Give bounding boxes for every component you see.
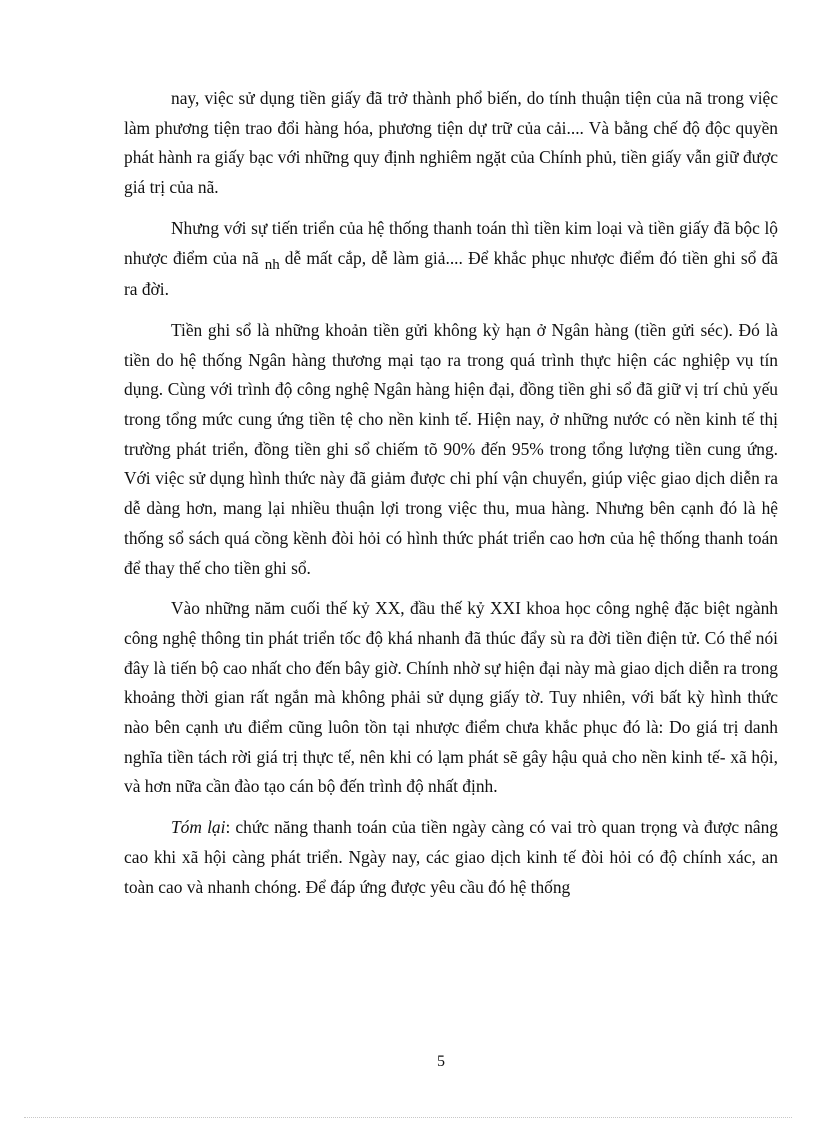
subscript-fragment: nh [264, 256, 280, 273]
document-body [124, 84, 778, 902]
paragraph-payment-evolution [124, 214, 778, 305]
paragraph-text-before-subscript: Nhưng với sự tiến triển của hệ thống thanh toán thì tiền kim loại và tiền giấy đã bộc lộ nhược điểm của nã [124, 217, 778, 268]
paragraph-text: Vào những năm cuối thế kỷ XX, đầu thế kỷ XXI khoa học công nghệ đặc biệt ngành công nghệ thông tin phát triển tốc độ khá nhanh đã thúc đẩy sù ra đời tiền điện tử. Có thể nói đây là tiến bộ cao nhất cho đến bây giờ. Chính nhờ sự hiện đại này mà giao dịch diễn ra trong khoảng thời gian rất ngắn mà không phải sử dụng giấy tờ. Tuy nhiên, với bất kỳ hình thức nào bên cạnh ưu điểm cũng luôn tồn tại nhược điểm chưa khắc phục đó là: Do giá trị danh nghĩa tiền tách rời giá trị thực tế, nên khi có lạm phát sẽ gây hậu quả cho nền kinh tế- xã hội, và hơn nữa cần đào tạo cán bộ đến trình độ nhất định. [124, 598, 778, 797]
paragraph-text: nay, việc sử dụng tiền giấy đã trở thành phổ biến, do tính thuận tiện của nã trong việc làm phương tiện trao đổi hàng hóa, phương tiện dự trữ của cải.... Và bằng chế độ độc quyền phát hành ra giấy bạc với những quy định nghiêm ngặt của Chính phủ, tiền giấy vẫn giữ được giá trị của nã. [124, 88, 778, 198]
paragraph-summary [124, 813, 778, 902]
page-number: 5 [437, 1053, 445, 1070]
paragraph-text: Tiền ghi sổ là những khoản tiền gửi không kỳ hạn ở Ngân hàng (tiền gửi séc). Đó là tiền do hệ thống Ngân hàng thương mại tạo ra trong quá trình thực hiện các nghiệp vụ tín dụng. Cùng với trình độ công nghệ Ngân hàng hiện đại, đồng tiền ghi sổ đã giữ vị trí chủ yếu trong tổng mức cung ứng tiền tệ cho nền kinh tế. Hiện nay, ở những nước có nền kinh tế thị trường phát triển, đồng tiền ghi sổ chiếm tõ 90% đến 95% trong tổng lượng tiền cung ứng. Với việc sử dụng hình thức này đã giảm được chi phí vận chuyển, giúp việc giao dịch diễn ra dễ dàng hơn, mang lại nhiều thuận lợi trong việc thu, mua hàng. Nhưng bên cạnh đó là hệ thống sổ sách quá cồng kềnh đòi hỏi có hình thức phát triển cao hơn của hệ thống thanh toán để thay thế cho tiền ghi sổ. [124, 319, 778, 578]
page-bottom-divider [24, 1117, 792, 1118]
paragraph-book-money [124, 316, 778, 583]
summary-lead: Tóm lại [171, 817, 226, 838]
paragraph-text-after-subscript: dễ mất cắp, dễ làm giả.... Để khắc phục nhược điểm đó tiền ghi sổ đã ra đời. [124, 247, 778, 300]
paragraph-electronic-money [124, 594, 778, 802]
paragraph-paper-money [124, 84, 778, 203]
paragraph-text: : chức năng thanh toán của tiền ngày càng có vai trò quan trọng và được nâng cao khi xã hội càng phát triển. Ngày nay, các giao dịch kinh tế đòi hỏi có độ chính xác, an toàn cao và nhanh chóng. Để đáp ứng được yêu cầu đó hệ thống [124, 817, 778, 897]
